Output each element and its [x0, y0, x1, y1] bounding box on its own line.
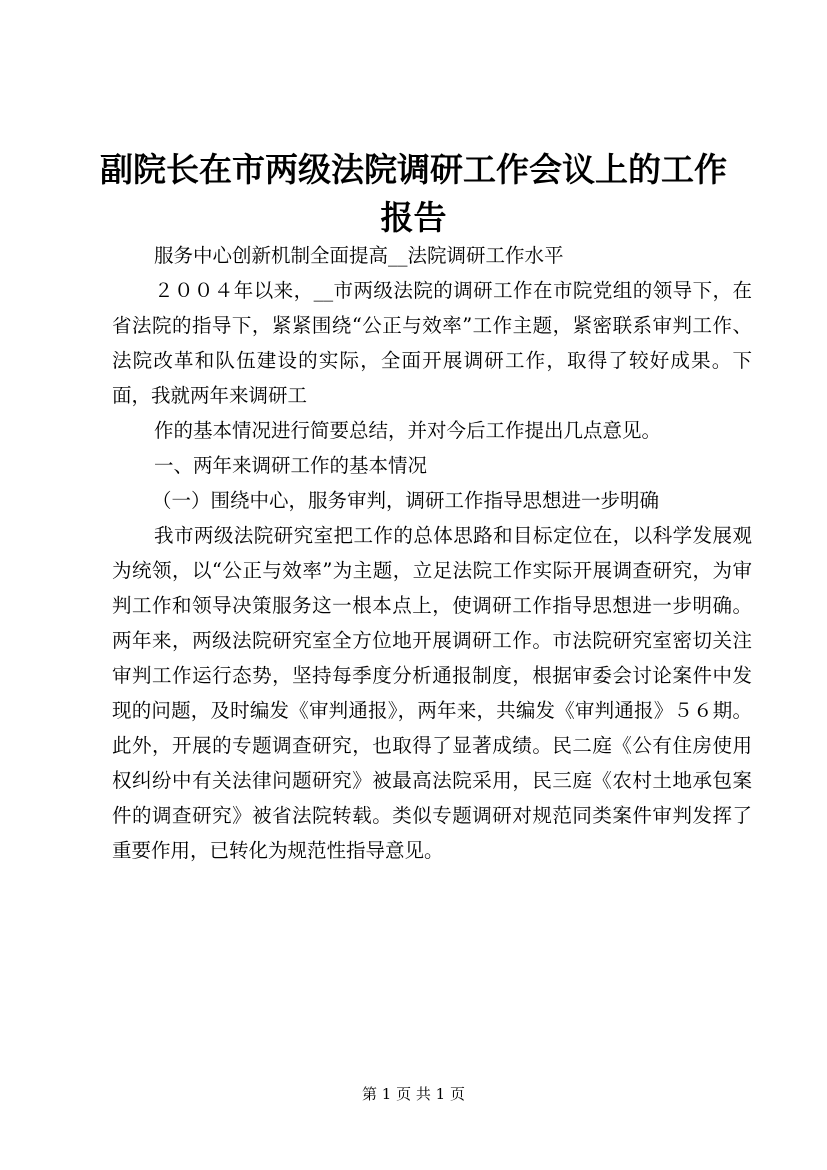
paragraph-body: 我市两级法院研究室把工作的总体思路和目标定位在，以科学发展观为统领，以“公正与效率”为主题，立足法院工作实际开展调查研究，为审判工作和领导决策服务这一根本点上，使调研工作指导思想进一步明确。两年来，两级法院研究室全方位地开展调研工作。市法院研究室密切关注审判工作运行态势，坚持每季度分析通报制度，根据审委会讨论案件中发现的问题，及时编发《审判通报》，两年来，共编发《审判通报》５６期。此外，开展的专题调查研究，也取得了显著成绩。民二庭《公有住房使用权纠纷中有关法律问题研究》被最高法院采用，民三庭《农村土地承包案件的调查研究》被省法院转载。类似专题调研对规范同类案件审判发挥了重要作用，已转化为规范性指导意见。	[112, 524, 752, 862]
paragraph-intro: ２００４年以来，__市两级法院的调研工作在市院党组的领导下，在省法院的指导下，紧紧围绕“公正与效率”工作主题，紧密联系审判工作、法院改革和队伍建设的实际，全面开展调研工作，取得了较好成果。下面，我就两年来调研工	[112, 279, 752, 407]
document-subtitle: 服务中心创新机制全面提高__法院调研工作水平	[154, 244, 564, 267]
paragraph-intro-continued: 作的基本情况进行简要总结，并对今后工作提出几点意见。	[154, 419, 662, 442]
document-title: 副院长在市两级法院调研工作会议上的工作报告	[100, 150, 727, 237]
subsection-heading: （一）围绕中心，服务审判，调研工作指导思想进一步明确	[152, 489, 660, 512]
document-body	[112, 238, 752, 868]
section-heading: 一、两年来调研工作的基本情况	[154, 454, 428, 477]
page-footer: 第 1 页 共 1 页	[362, 1085, 465, 1103]
